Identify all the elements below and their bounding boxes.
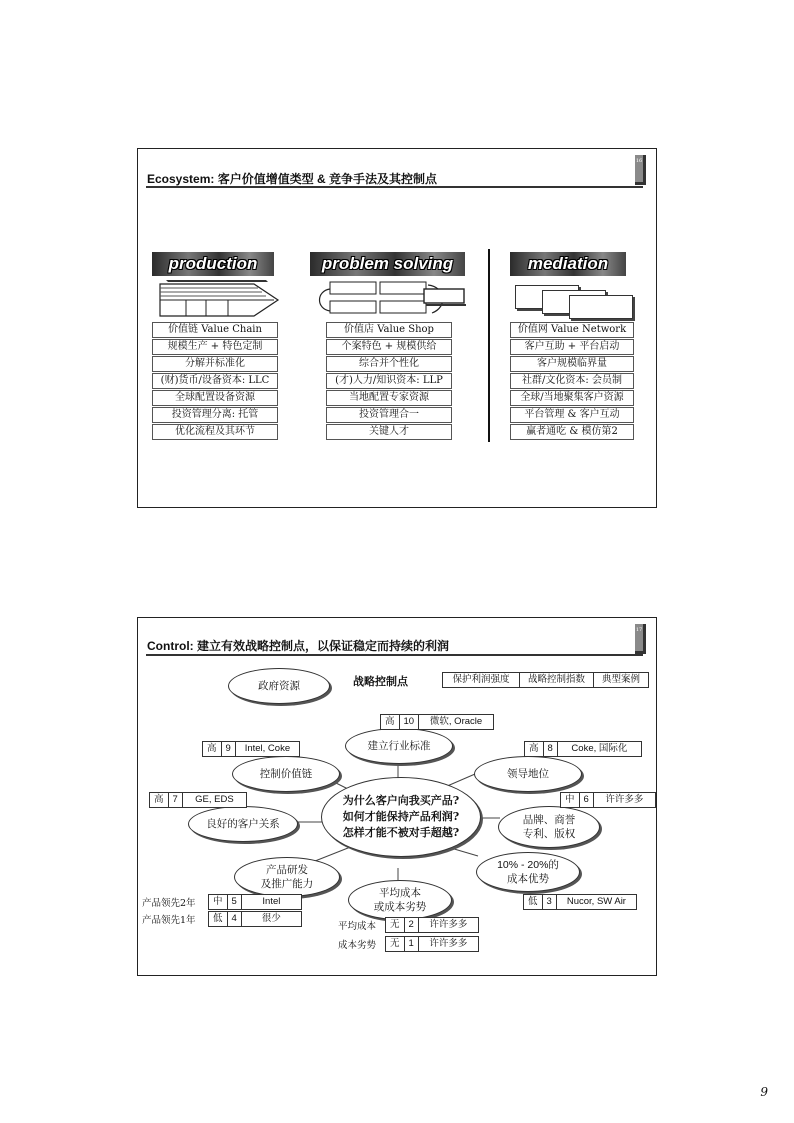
mediation-item: 客户规模临界量	[510, 356, 634, 372]
slide-number: 16	[635, 155, 646, 185]
tag-example: 微软, Oracle	[429, 716, 483, 727]
mediation-banner: mediation	[510, 252, 626, 276]
node-rnd	[234, 857, 340, 897]
cost-adv-line: 成本优势	[507, 873, 549, 885]
tag-example: 许许多多	[605, 794, 644, 805]
tag-index: 9	[222, 742, 236, 756]
tag-brand	[560, 792, 656, 808]
legend-label: 战略控制点	[353, 675, 408, 688]
tag-example: Nucor, SW Air	[566, 896, 626, 907]
node-avg-cost	[348, 880, 452, 920]
cost-adv-line: 10% - 20%的	[497, 859, 559, 871]
side-label: 成本劣势	[338, 940, 377, 951]
tag-index: 2	[405, 918, 419, 932]
production-item: (财)货币/设备资本: LLC	[152, 373, 278, 389]
mediation-item: 平台管理 & 客户互动	[510, 407, 634, 423]
tag-level: 高	[381, 715, 400, 729]
problem-solving-item: (才)人力/知识资本: LLP	[326, 373, 452, 389]
production-item: 全球配置设备资源	[152, 390, 278, 406]
node-relation	[188, 806, 298, 842]
column-divider	[488, 249, 490, 442]
tag-example: GE, EDS	[195, 794, 234, 805]
tag-leader	[524, 741, 642, 757]
production-item: 优化流程及其环节	[152, 424, 278, 440]
node-standard: 建立行业标准	[345, 728, 453, 764]
node-valuechain: 控制价值链	[232, 756, 340, 792]
problem-solving-item: 投资管理合一	[326, 407, 452, 423]
tag-relation	[149, 792, 247, 808]
production-item: 分解并标准化	[152, 356, 278, 372]
tag-level: 高	[150, 793, 169, 807]
side-label: 产品领先1年	[142, 915, 196, 926]
tag-example: Intel	[262, 896, 281, 907]
page-number: 9	[760, 1085, 768, 1099]
tag-index: 10	[400, 715, 420, 729]
tag-example: Intel, Coke	[244, 743, 291, 754]
title-rule	[146, 186, 643, 188]
rnd-line: 产品研发	[266, 864, 308, 876]
tag-cost-adv	[523, 894, 637, 910]
node-relation-label: 良好的客户关系	[206, 818, 280, 830]
mediation-item: 价值网 Value Network	[510, 322, 634, 338]
node-center	[321, 777, 481, 857]
tag-example: 许许多多	[429, 938, 468, 949]
tag-index: 5	[228, 895, 242, 909]
legend-box	[442, 672, 649, 688]
node-cost-adv	[476, 852, 580, 892]
tag-avg-1	[385, 917, 479, 933]
brand-line: 专利、版权	[522, 828, 576, 840]
value-chain-icon	[156, 280, 284, 320]
network-stack-icon	[569, 295, 633, 319]
value-shop-icon	[308, 279, 468, 321]
production-item: 价值链 Value Chain	[152, 322, 278, 338]
tag-level: 低	[524, 895, 543, 909]
problem-solving-item: 价值店 Value Shop	[326, 322, 452, 338]
tag-level: 高	[525, 742, 544, 756]
center-line: 为什么客户向我买产品?	[342, 794, 460, 807]
tag-level: 无	[386, 937, 405, 951]
tag-index: 8	[544, 742, 558, 756]
problem-solving-banner: problem solving	[310, 252, 465, 276]
mediation-item: 客户互助 + 平台启动	[510, 339, 634, 355]
slide-number: 17	[635, 624, 646, 654]
tag-valuechain	[202, 741, 300, 757]
tag-index: 3	[543, 895, 557, 909]
tag-example: 很少	[261, 913, 281, 924]
tag-level: 中	[209, 895, 228, 909]
slide-title: Ecosystem: 客户价值增值类型 & 竞争手法及其控制点	[147, 172, 438, 186]
tag-index: 4	[228, 912, 242, 926]
production-item: 投资管理分离: 托管	[152, 407, 278, 423]
mediation-item: 赢者通吃 & 模仿第2	[510, 424, 634, 440]
mediation-item: 全球/当地聚集客户资源	[510, 390, 634, 406]
node-leader: 领导地位	[474, 756, 582, 792]
tag-level: 无	[386, 918, 405, 932]
slide-control	[137, 617, 657, 976]
slide-title: Control: 建立有效战略控制点，以保证稳定而持续的利润	[147, 639, 449, 653]
legend-col: 战略控制指数	[520, 673, 594, 687]
center-line: 怎样才能不被对手超越?	[342, 826, 460, 839]
tag-level: 高	[203, 742, 222, 756]
problem-solving-item: 个案特色 + 规模供给	[326, 339, 452, 355]
legend-col: 保护利润强度	[443, 673, 520, 687]
slide-ecosystem	[137, 148, 657, 508]
side-label: 平均成本	[338, 921, 377, 932]
problem-solving-item: 当地配置专家资源	[326, 390, 452, 406]
tag-example: Coke, 国际化	[571, 743, 628, 754]
tag-rnd-2	[208, 911, 302, 927]
production-item: 规模生产 + 特色定制	[152, 339, 278, 355]
node-gov: 政府资源	[228, 668, 330, 704]
problem-solving-item: 综合并个性化	[326, 356, 452, 372]
node-brand	[498, 806, 600, 848]
tag-level: 低	[209, 912, 228, 926]
problem-solving-item: 关键人才	[326, 424, 452, 440]
tag-example: 许许多多	[429, 919, 468, 930]
tag-avg-2	[385, 936, 479, 952]
production-banner: production	[152, 252, 274, 276]
tag-index: 6	[580, 793, 594, 807]
tag-rnd-1	[208, 894, 302, 910]
avg-cost-line: 或成本劣势	[373, 901, 427, 913]
avg-cost-line: 平均成本	[379, 887, 421, 899]
brand-line: 品牌、商誉	[522, 814, 576, 826]
center-line: 如何才能保持产品利润?	[342, 810, 460, 823]
tag-index: 1	[405, 937, 419, 951]
side-label: 产品领先2年	[142, 898, 196, 909]
tag-standard	[380, 714, 494, 730]
tag-index: 7	[169, 793, 183, 807]
legend-col: 典型案例	[601, 674, 640, 685]
rnd-line: 及推广能力	[260, 878, 314, 890]
mediation-item: 社群/文化资本: 会员制	[510, 373, 634, 389]
tag-level: 中	[561, 793, 580, 807]
